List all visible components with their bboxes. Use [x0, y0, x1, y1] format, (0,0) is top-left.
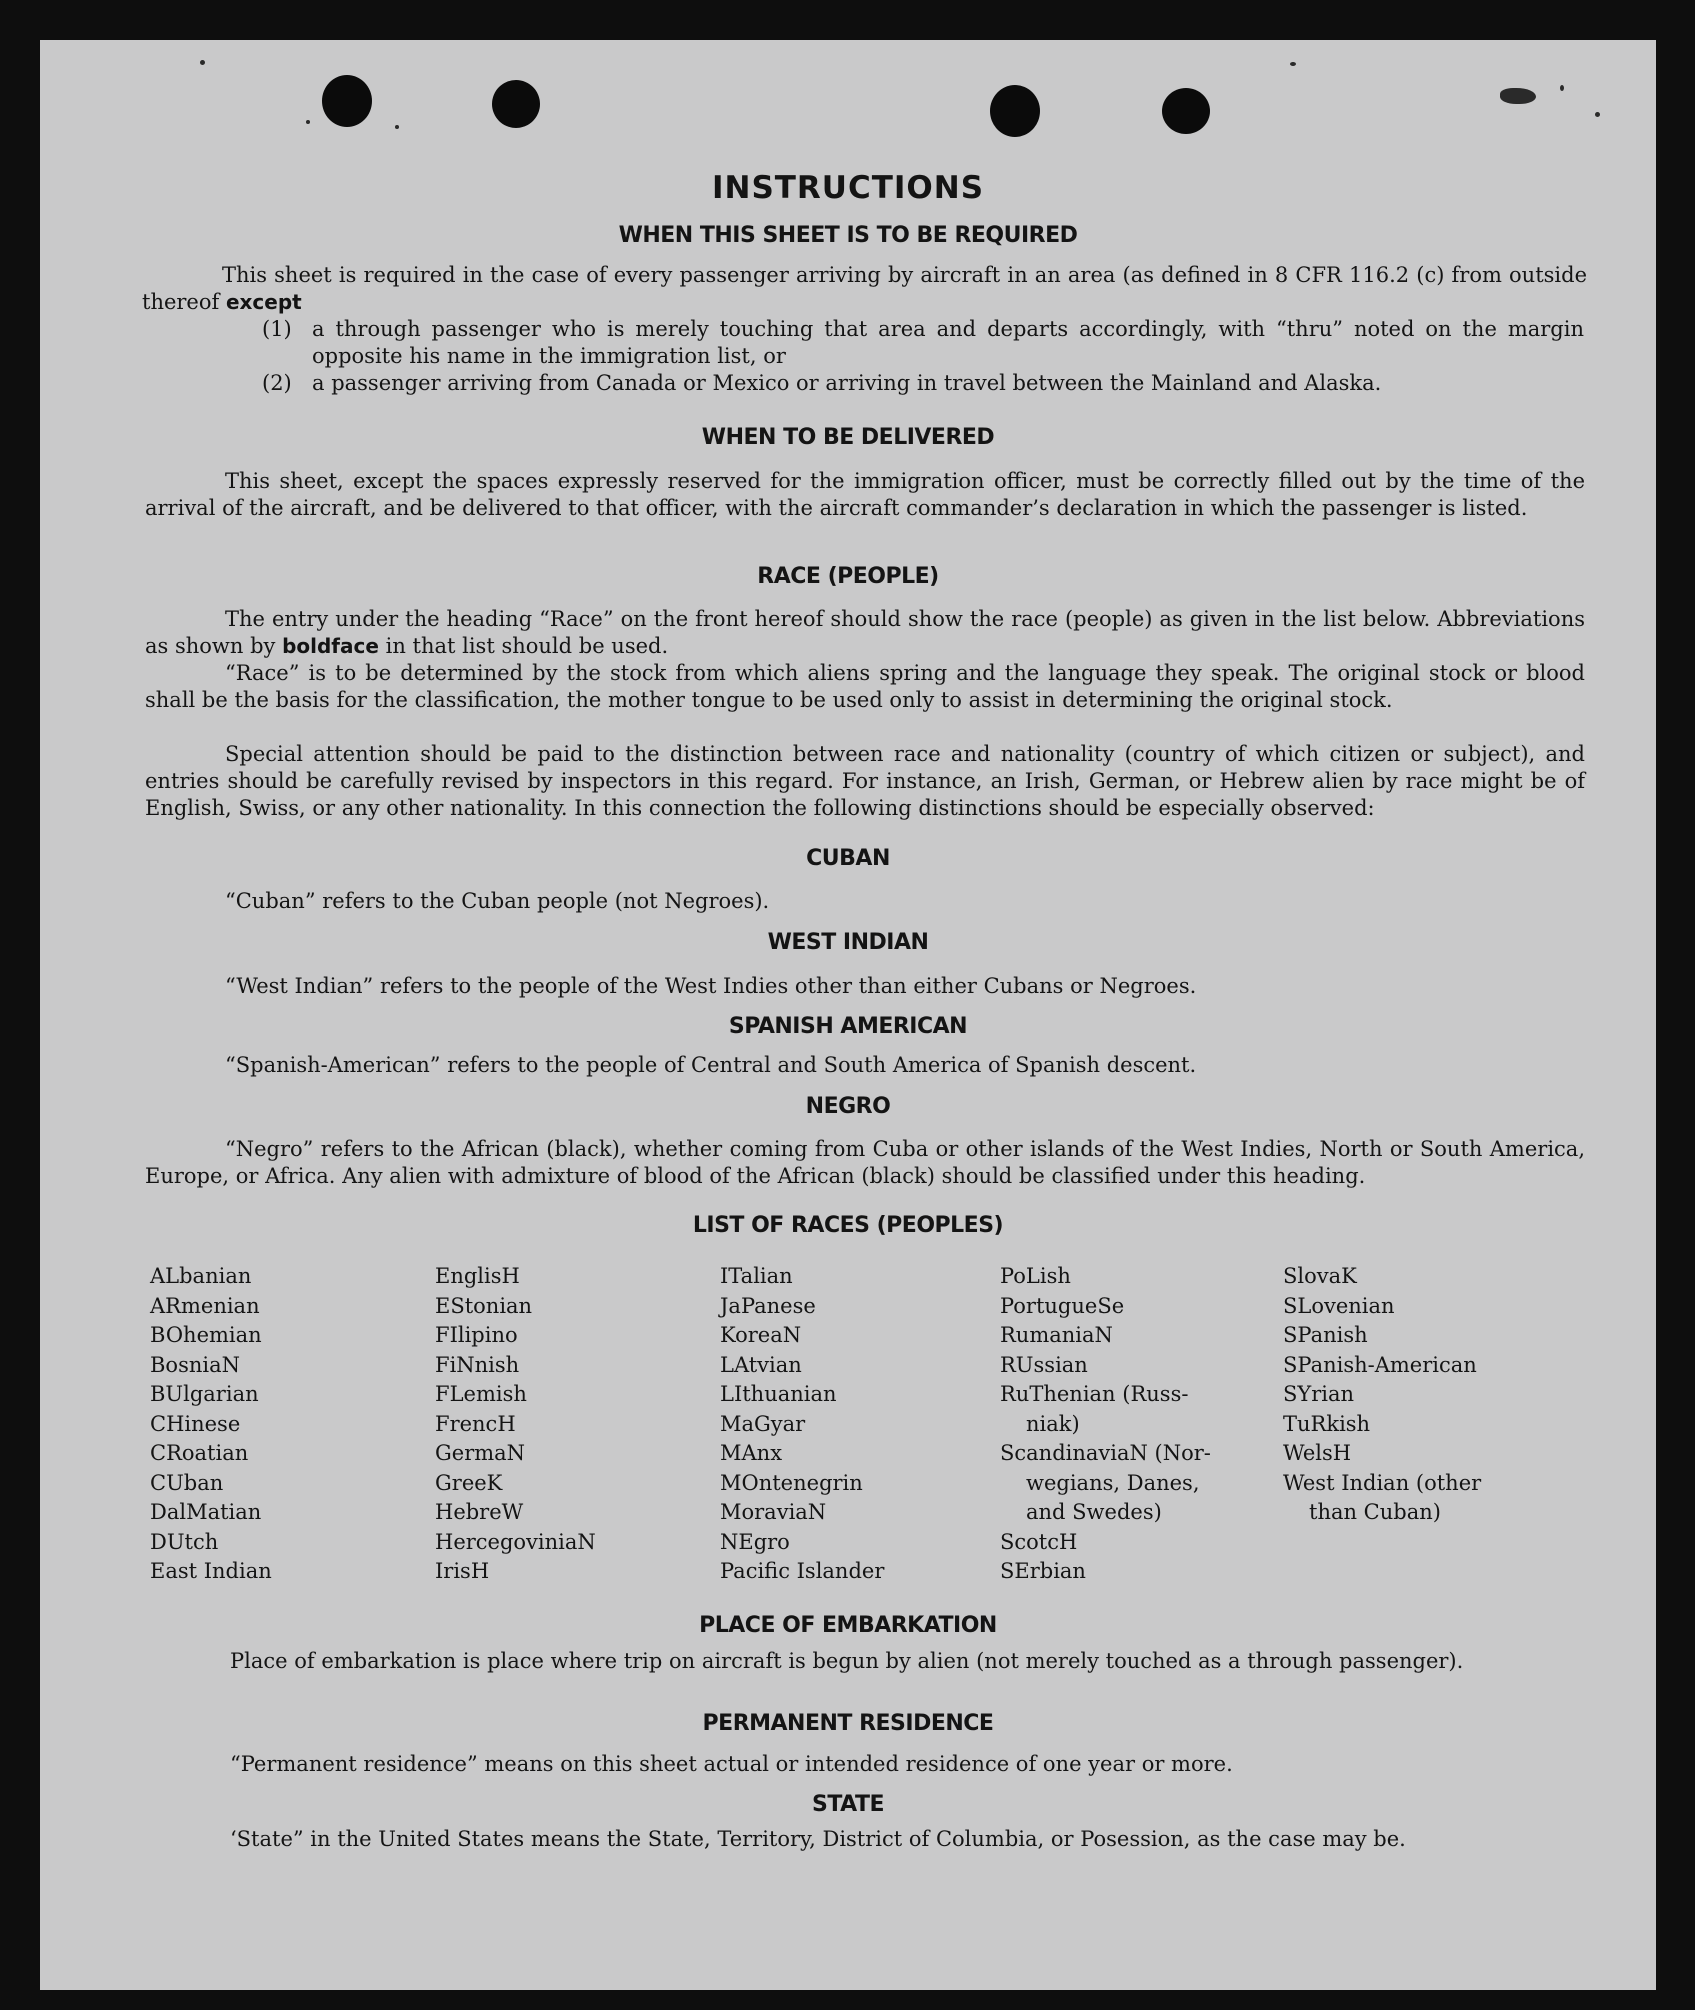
- embarkation-text: Place of embarkation is place where trip on aircraft is begun by alien (not merely touched as a through passenger).: [230, 1649, 1464, 1673]
- race-entry: Pacific Islander: [720, 1559, 885, 1583]
- race-entry: GermaN: [435, 1441, 526, 1465]
- required-item-2: a passenger arriving from Canada or Mexico or arriving in travel between the Mainland and Alaska.: [312, 371, 1382, 395]
- race-entry: ITalian: [720, 1264, 793, 1288]
- race-entry: BUlgarian: [150, 1382, 259, 1406]
- section-heading-cuban: CUBAN: [806, 846, 890, 871]
- race-entry: DUtch: [150, 1529, 219, 1554]
- race-entry-continued: niak): [1026, 1411, 1080, 1436]
- race-entry: East Indian: [150, 1559, 272, 1583]
- race-entry: BOhemian: [150, 1323, 262, 1347]
- race-entry: FIlipino: [435, 1323, 518, 1347]
- section-heading-west-indian: WEST INDIAN: [767, 930, 929, 955]
- races-column-4: [1000, 1262, 1211, 1587]
- race-entry: SErbian: [1000, 1559, 1086, 1583]
- spanish-american-text: “Spanish-American” refers to the people of Central and South America of Spanish descent.: [225, 1053, 1197, 1077]
- punch-hole: [492, 80, 540, 128]
- race-entry: CUban: [150, 1470, 224, 1495]
- race-entry: FiNnish: [435, 1352, 520, 1377]
- race-entry: JaPanese: [720, 1293, 816, 1318]
- race-entry: PortugueSe: [1000, 1293, 1125, 1318]
- required-item-1: a through passenger who is merely touching that area and departs accordingly, with “thru” noted on the margin opposite his name in the immigration list, or: [312, 317, 1584, 368]
- item-number: (2): [262, 371, 292, 395]
- race-entry: SYrian: [1283, 1382, 1355, 1406]
- race-entry: RumaniaN: [1000, 1323, 1113, 1347]
- race-entry: FLemish: [435, 1382, 527, 1406]
- required-intro: This sheet is required in the case of every passenger arriving by aircraft in an area (as defined in 8 CFR 116.2 (c) from outside thereof except: [142, 263, 1587, 314]
- section-heading-negro: NEGRO: [805, 1094, 891, 1119]
- race-entry: DalMatian: [150, 1500, 262, 1524]
- race-entry: SlovaK: [1283, 1264, 1357, 1288]
- dust-speck: [1595, 112, 1600, 117]
- race-paragraph-3: Special attention should be paid to the distinction between race and nationality (country of which citizen or subject), and entries should be carefully revised by inspectors in this regard. For instance, an Irish, German, or Hebrew alien by race might be of English, Swiss, or any other nationality. In this connection the following distinctions should be especially observed:: [145, 742, 1585, 820]
- races-column-3: [720, 1262, 884, 1587]
- negro-text: “Negro” refers to the African (black), whether coming from Cuba or other islands of the West Indies, North or South America, Europe, or Africa. Any alien with admixture of blood of the African (black) should be classified under this heading.: [145, 1137, 1585, 1188]
- race-entry: KoreaN: [720, 1323, 802, 1347]
- race-entry-continued: than Cuban): [1309, 1500, 1441, 1524]
- race-entry: MoraviaN: [720, 1500, 827, 1524]
- west-indian-text: “West Indian” refers to the people of the West Indies other than either Cubans or Negroes.: [225, 974, 1197, 998]
- punch-hole: [322, 75, 372, 127]
- section-heading-list-of-races: LIST OF RACES (PEOPLES): [692, 1213, 1004, 1238]
- race-entry: LAtvian: [720, 1352, 802, 1377]
- document-page: [40, 40, 1656, 1990]
- race-entry: SPanish: [1283, 1323, 1368, 1347]
- race-entry: CHinese: [150, 1411, 241, 1436]
- section-heading-delivered: WHEN TO BE DELIVERED: [701, 425, 995, 450]
- race-entry: MOntenegrin: [720, 1470, 863, 1495]
- race-entry: RUssian: [1000, 1352, 1088, 1377]
- race-entry: CRoatian: [150, 1441, 249, 1465]
- race-entry: RuThenian (Russ-: [1000, 1382, 1189, 1406]
- race-entry: SLovenian: [1283, 1293, 1395, 1318]
- cuban-text: “Cuban” refers to the Cuban people (not Negroes).: [225, 889, 770, 913]
- race-entry: NEgro: [720, 1529, 790, 1554]
- races-column-1: [150, 1262, 272, 1587]
- item-number: (1): [262, 317, 292, 341]
- race-entry: SPanish-American: [1283, 1352, 1477, 1377]
- section-heading-race: RACE (PEOPLE): [757, 564, 939, 589]
- race-entry: EStonian: [435, 1293, 533, 1318]
- race-paragraph-1: The entry under the heading “Race” on the front hereof should show the race (people) as given in the list below. Abbreviations as shown by boldface in that list should be used.: [145, 607, 1585, 658]
- section-heading-embarkation: PLACE OF EMBARKATION: [699, 1613, 997, 1638]
- race-entry: WelsH: [1283, 1441, 1352, 1465]
- race-entry: LIthuanian: [720, 1382, 837, 1406]
- race-entry: MAnx: [720, 1441, 783, 1465]
- race-entry: ScotcH: [1000, 1529, 1078, 1554]
- race-entry: TuRkish: [1283, 1411, 1371, 1436]
- race-entry: BosniaN: [150, 1352, 240, 1377]
- residence-text: “Permanent residence” means on this sheet actual or intended residence of one year or more.: [230, 1752, 1233, 1776]
- punch-hole: [990, 85, 1040, 137]
- race-entry-continued: and Swedes): [1026, 1500, 1162, 1524]
- race-entry: ALbanian: [150, 1264, 252, 1288]
- races-column-5: [1283, 1262, 1481, 1528]
- dust-speck: [200, 60, 205, 65]
- race-entry: HercegoviniaN: [435, 1529, 596, 1554]
- race-entry: ScandinaviaN (Nor-: [1000, 1441, 1211, 1465]
- delivered-text: This sheet, except the spaces expressly reserved for the immigration officer, must be correctly filled out by the time of the arrival of the aircraft, and be delivered to that officer, with the aircraft commander’s declaration in which the passenger is listed.: [145, 469, 1585, 520]
- punch-mark: [1500, 88, 1536, 104]
- race-entry: HebreW: [435, 1500, 524, 1524]
- race-entry: EnglisH: [435, 1264, 520, 1288]
- dust-speck: [306, 120, 310, 124]
- dust-speck: [1560, 85, 1564, 91]
- race-entry-continued: wegians, Danes,: [1026, 1470, 1200, 1495]
- section-heading-residence: PERMANENT RESIDENCE: [702, 1711, 994, 1736]
- race-paragraph-2: “Race” is to be determined by the stock from which aliens spring and the language they speak. The original stock or blood shall be the basis for the classification, the mother tongue to be used only to assist in determining the original stock.: [145, 661, 1585, 712]
- race-entry: ARmenian: [150, 1293, 260, 1318]
- races-column-2: [435, 1262, 596, 1587]
- race-entry: GreeK: [435, 1470, 503, 1495]
- punch-hole: [1162, 88, 1210, 134]
- race-entry: FrencH: [435, 1411, 516, 1436]
- race-entry: West Indian (other: [1283, 1470, 1482, 1495]
- section-heading-spanish-american: SPANISH AMERICAN: [728, 1014, 968, 1039]
- section-heading-state: STATE: [812, 1792, 884, 1817]
- section-heading-required: WHEN THIS SHEET IS TO BE REQUIRED: [618, 223, 1078, 248]
- dust-speck: [1290, 62, 1296, 66]
- page-title: INSTRUCTIONS: [711, 170, 985, 206]
- race-entry: PoLish: [1000, 1264, 1071, 1288]
- race-entry: MaGyar: [720, 1411, 806, 1436]
- dust-speck: [395, 125, 399, 129]
- race-entry: IrisH: [435, 1559, 490, 1583]
- state-text: ‘State” in the United States means the State, Territory, District of Columbia, or Posession, as the case may be.: [230, 1827, 1406, 1851]
